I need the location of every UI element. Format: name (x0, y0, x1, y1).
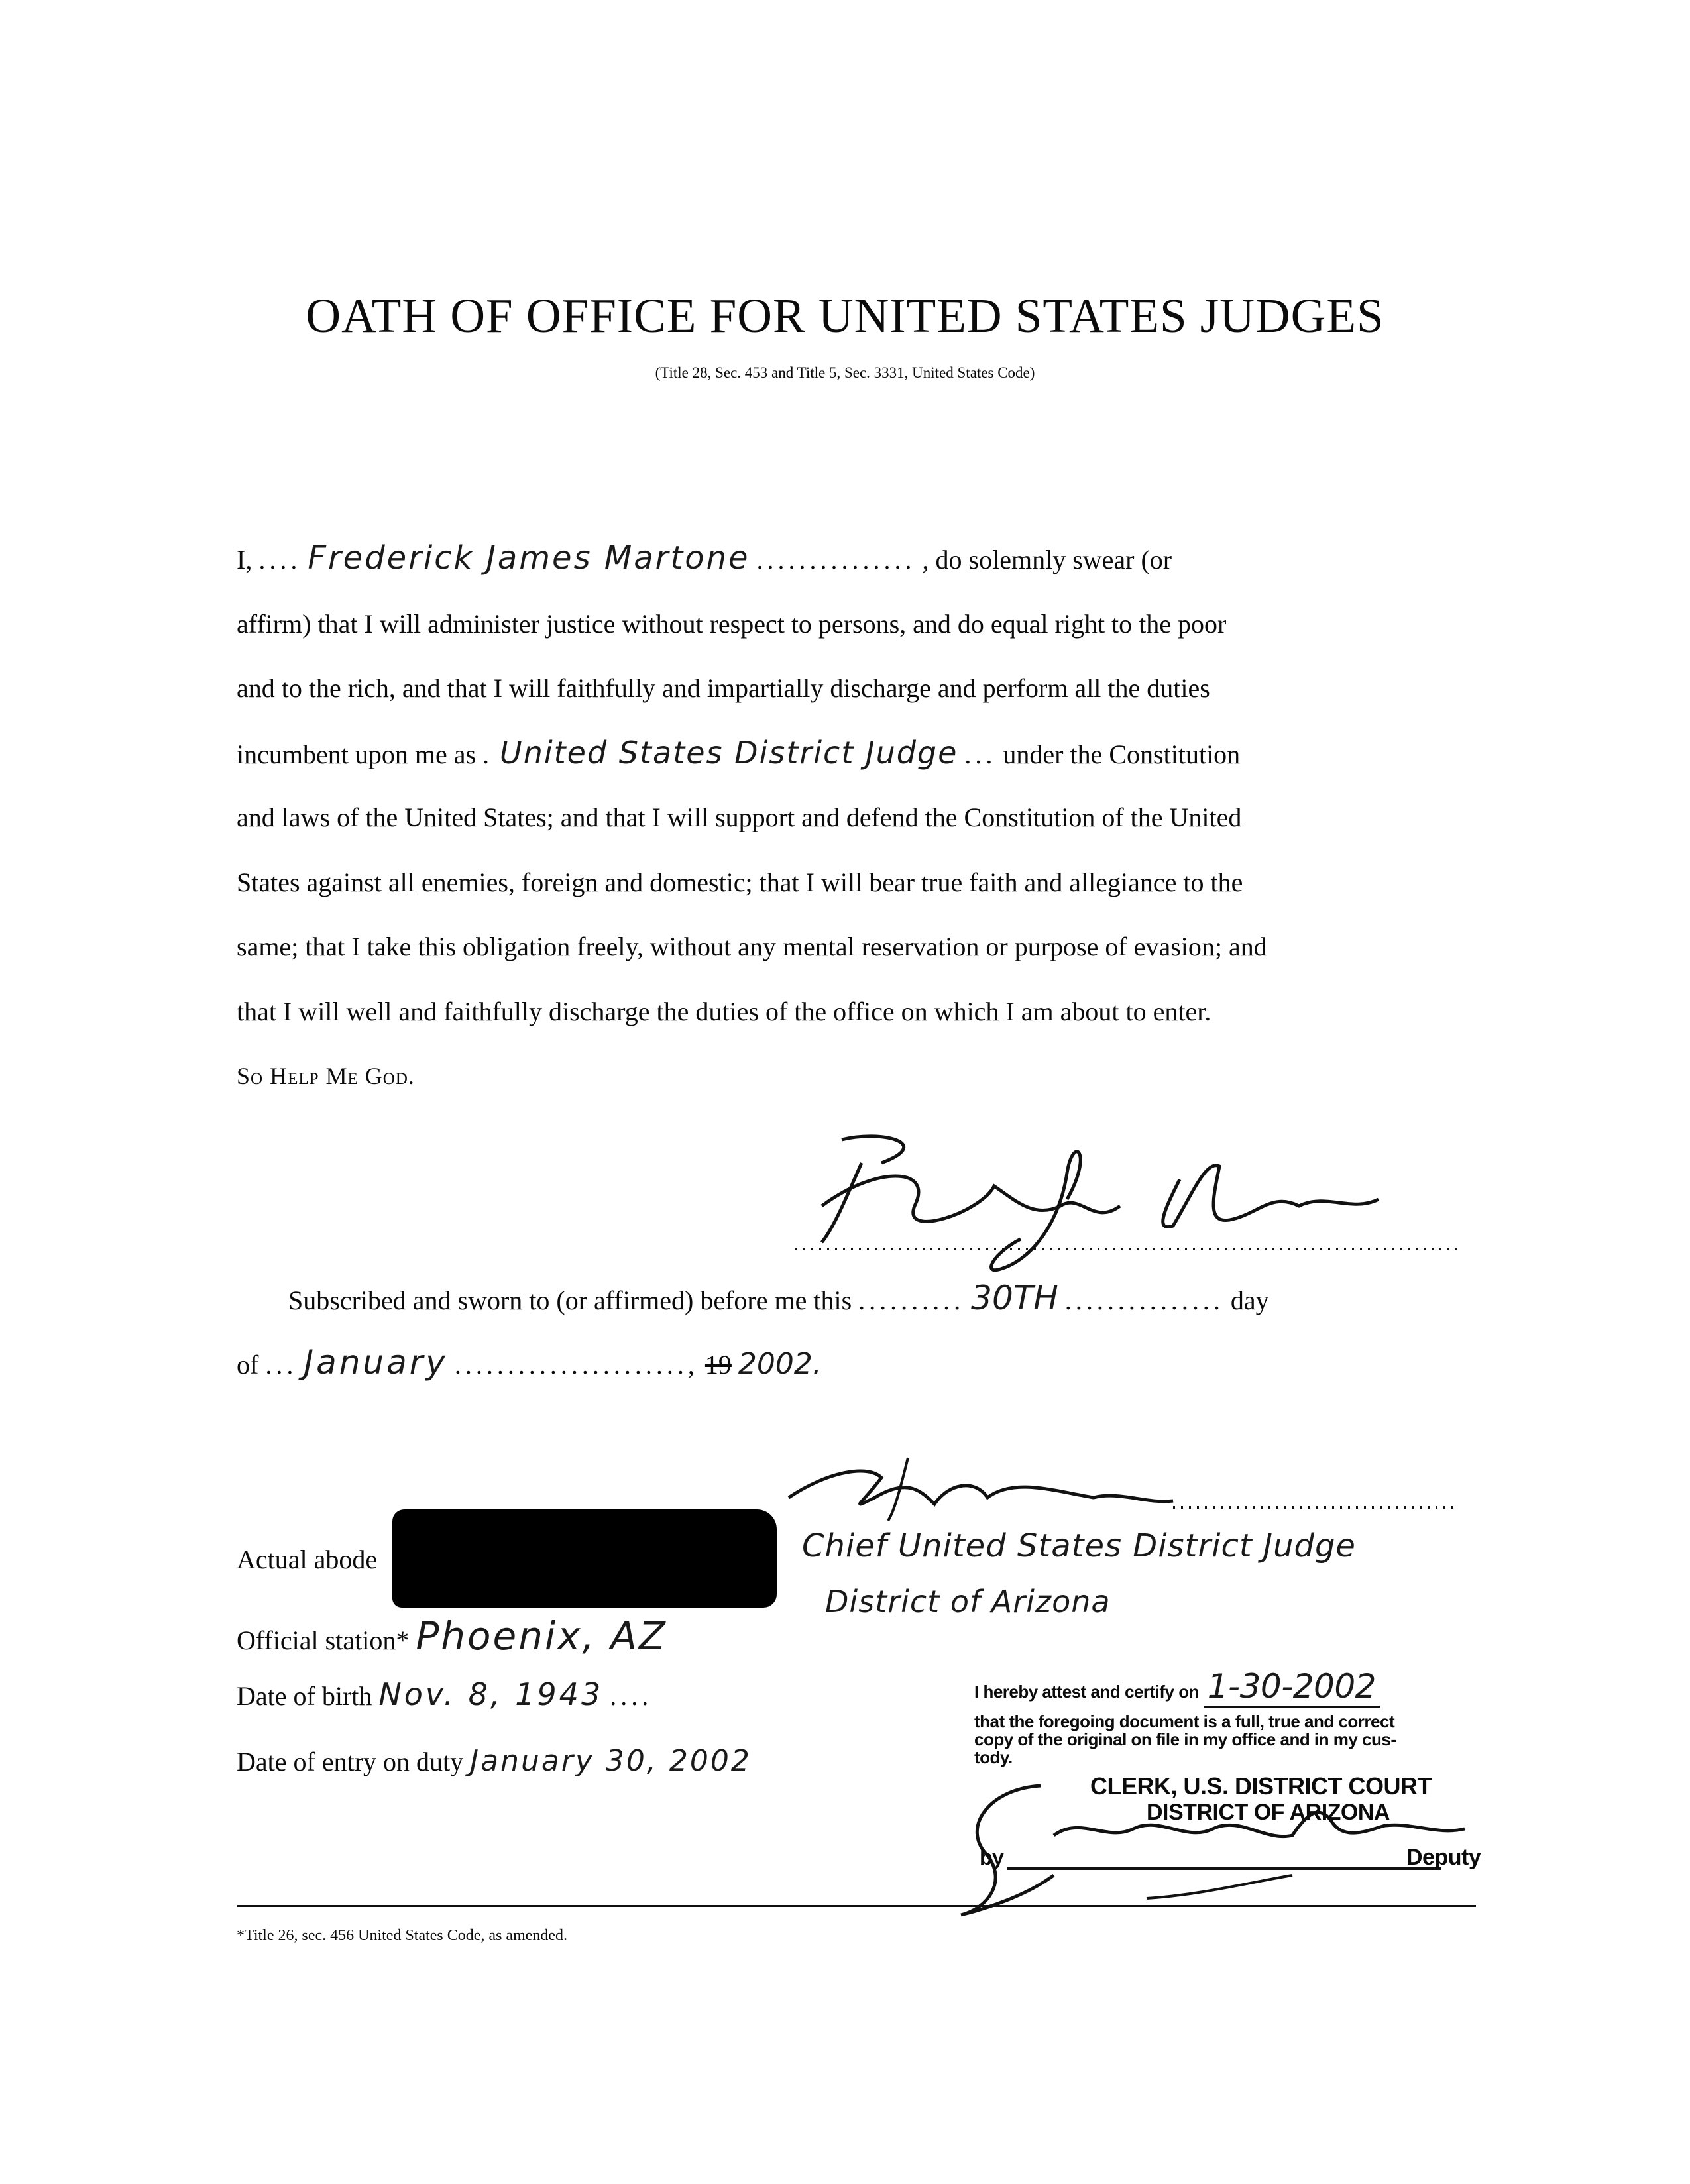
oath-line-7: same; that I take this obligation freely, without any mental reservation or purpose of evasion; and (237, 932, 1267, 961)
document-title: OATH OF OFFICE FOR UNITED STATES JUDGES (306, 289, 1384, 343)
attestation-body-1: that the foregoing document is a full, true and correct (974, 1712, 1395, 1731)
subscription-line (288, 1279, 1468, 1317)
deputy-signature (948, 1763, 1504, 1922)
leader-dots: ......................, (454, 1350, 699, 1380)
official-station-label: Official station* (237, 1625, 410, 1655)
attestation-body-2: copy of the original on file in my office and in my cus- (974, 1729, 1396, 1749)
footnote-divider (237, 1905, 1476, 1907)
date-of-entry-value: January 30, 2002 (470, 1744, 752, 1778)
oath-line-1 (237, 539, 1469, 576)
leader-dots: .......... (858, 1285, 965, 1315)
of-label: of (237, 1350, 259, 1380)
affiant-signature-drawing (782, 1126, 1471, 1279)
leader-dots: ............... (1064, 1285, 1224, 1315)
oath-line-1-suffix: , do solemnly swear (or (922, 545, 1172, 574)
date-of-birth-row (237, 1676, 652, 1712)
attestation-prefix-row (974, 1667, 1380, 1706)
oath-line-4-suffix: under the Constitution (1003, 739, 1241, 769)
date-of-entry-label: Date of entry on duty (237, 1747, 464, 1776)
oath-line-8: that I will well and faithfully discharge the duties of the office on which I am about to enter. (237, 997, 1211, 1026)
affiant-signature (782, 1126, 1471, 1279)
date-of-birth-value: Nov. 8, 1943 (378, 1676, 604, 1712)
handwritten-day: 30TH (971, 1279, 1058, 1317)
subscription-text: Subscribed and sworn to (or affirmed) before me this (288, 1285, 852, 1315)
handwritten-month: January (304, 1343, 448, 1382)
oath-line-2: affirm) that I will administer justice without respect to persons, and do equal right to the poor (237, 609, 1227, 639)
attestation-body-3: tody. (974, 1747, 1013, 1767)
attestation-prefix: I hereby attest and certify on (974, 1682, 1199, 1702)
oath-line-5: and laws of the United States; and that I will support and defend the Constitution of the United (237, 802, 1242, 832)
oath-line-3: and to the rich, and that I will faithfully and impartially discharge and perform all the duties (237, 673, 1210, 703)
handwritten-year: 2002. (738, 1347, 822, 1381)
officer-title-line-1: Chief United States District Judge (802, 1527, 1356, 1564)
date-of-entry-row (237, 1744, 752, 1778)
deputy-label: Deputy (1406, 1845, 1481, 1870)
struck-year-prefix: 19 (704, 1350, 732, 1380)
leader-dots: .... (610, 1681, 653, 1711)
clerk-stamp-line-2: DISTRICT OF ARIZONA (1147, 1800, 1390, 1825)
footnote: *Title 26, sec. 456 United States Code, as amended. (237, 1927, 568, 1944)
attestation-date: 1-30-2002 (1204, 1667, 1380, 1708)
clerk-stamp-line-1: CLERK, U.S. DISTRICT COURT (1090, 1773, 1432, 1800)
oath-closing: So Help Me God. (237, 1063, 415, 1089)
officer-signature (775, 1451, 1471, 1524)
deputy-signature-drawing (948, 1763, 1504, 1922)
document-subtitle: (Title 28, Sec. 453 and Title 5, Sec. 3331, United States Code) (655, 364, 1035, 381)
actual-abode-label: Actual abode (237, 1545, 378, 1574)
by-label: by (980, 1845, 1004, 1869)
subscription-day-label: day (1230, 1285, 1269, 1315)
officer-title-line-2: District of Arizona (825, 1584, 1111, 1619)
handwritten-position: United States District Judge (500, 735, 958, 771)
oath-line-6: States against all enemies, foreign and domestic; that I will bear true faith and allegiance to the (237, 867, 1243, 897)
handwritten-name: Frederick James Martone (308, 539, 750, 576)
oath-line-4-prefix: incumbent upon me as (237, 739, 477, 769)
leader-dots: ... (964, 739, 997, 769)
oath-pronoun: I, (237, 545, 253, 574)
oath-line-4 (237, 737, 1469, 771)
leader-dots: .... (258, 545, 302, 574)
date-of-birth-label: Date of birth (237, 1681, 372, 1711)
official-station-value: Phoenix, AZ (416, 1613, 667, 1659)
officer-signature-drawing (775, 1451, 1471, 1524)
leader-dots: ............... (756, 545, 916, 574)
official-station-row (237, 1613, 667, 1659)
leader-dots: ... (265, 1350, 298, 1380)
leader-dots: . (482, 739, 494, 769)
subscription-month-line (237, 1343, 1469, 1382)
redaction-box (392, 1509, 777, 1608)
